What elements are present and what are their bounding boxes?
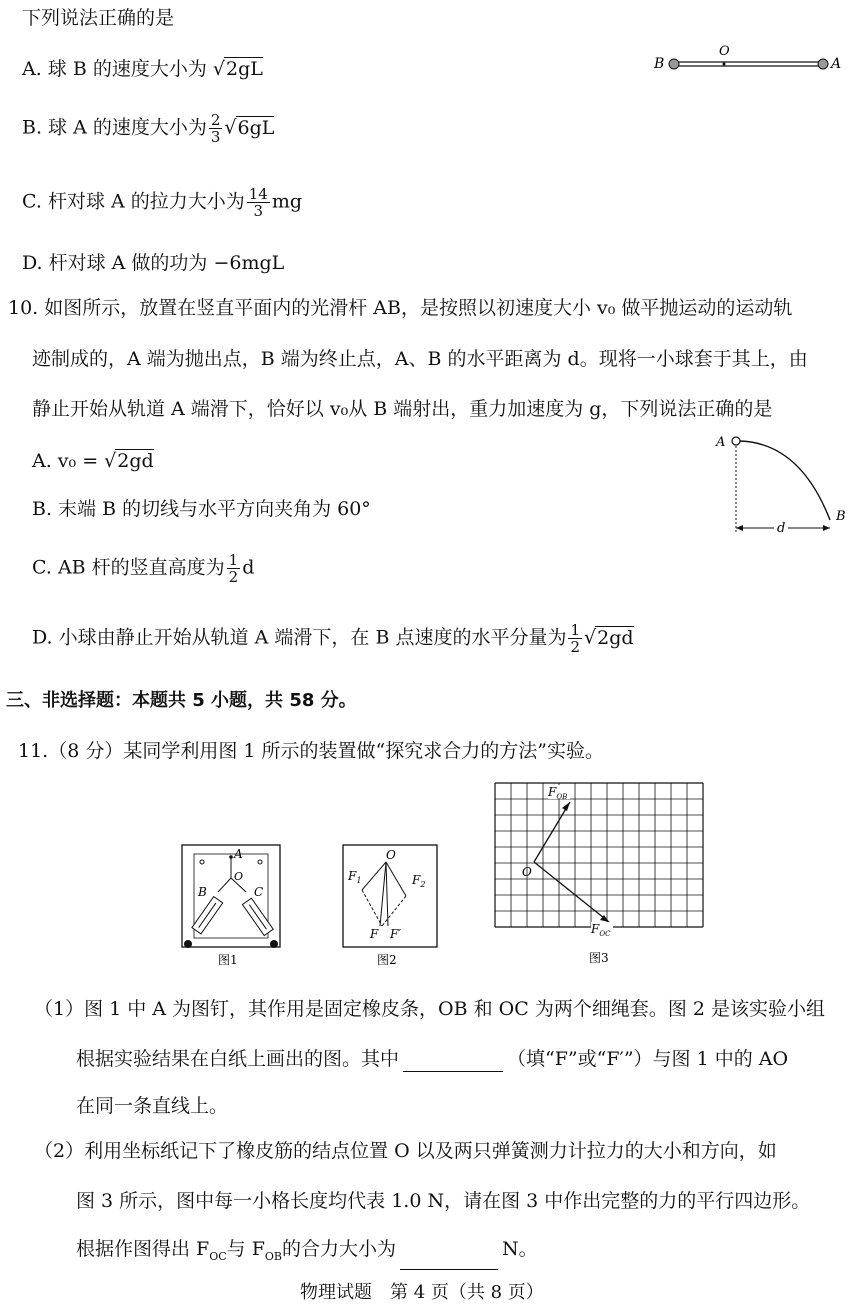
- q9-option-c: C. 杆对球 A 的拉力大小为 $\frac{14}{3}$ mg: [22, 185, 303, 220]
- q9-option-a: A. 球 B 的速度大小为 √2gL: [22, 58, 263, 80]
- fig2-label-f: F: [370, 927, 379, 941]
- fig1-caption: 图1: [218, 953, 238, 967]
- q11-part1-line3: 在同一条直线上。: [76, 1095, 229, 1117]
- q11-fig1-apparatus: [176, 840, 291, 970]
- fig1-label-c: C: [254, 885, 264, 899]
- fig3-label-o: O: [522, 865, 532, 879]
- fig3-label-foc: $F_{OC}$: [591, 922, 611, 938]
- q10-stem-line1: 10. 如图所示，放置在竖直平面内的光滑杆 AB，是按照以初速度大小 v₀ 做平抛运动的运动轨: [8, 297, 793, 319]
- fig2-label-f2: $F_2$: [412, 873, 426, 889]
- q10-rod-figure: [712, 428, 852, 540]
- fig1-label-a: A: [234, 847, 243, 861]
- q10-label-b: B: [836, 509, 846, 524]
- q10-label-a: A: [716, 435, 726, 450]
- q10-option-a: A. v₀ = √2gd: [32, 450, 154, 472]
- fig2-label-f1: $F_1$: [348, 869, 362, 885]
- q9-rod-figure: [650, 42, 850, 82]
- fig3-caption: 图3: [589, 951, 609, 965]
- q11-part1-blank[interactable]: [403, 1049, 503, 1072]
- fig2-label-fprime: F′: [390, 927, 402, 941]
- q10-option-d: D. 小球由静止开始从轨道 A 端滑下，在 B 点速度的水平分量为 $\frac{1}{2}$ √2gd: [32, 621, 634, 656]
- q11-fig3-grid: [494, 782, 704, 972]
- fig3-label-fob: $F_{OB}$: [548, 785, 568, 801]
- section3-title: 三、非选择题：本题共 5 小题，共 58 分。: [6, 690, 357, 711]
- q9-label-b: B: [654, 56, 665, 72]
- q11-part2-line2: 图 3 所示，图中每一小格长度均代表 1.0 N，请在图 3 中作出完整的力的平行四边形。: [76, 1190, 811, 1212]
- fig1-label-b: B: [198, 885, 207, 899]
- q10-label-d: d: [777, 521, 786, 536]
- q9-label-o: O: [719, 44, 730, 59]
- q11-fig2-forces: [340, 840, 440, 970]
- fig2-label-o: O: [386, 848, 396, 862]
- q11-part2-line1: （2）利用坐标纸记下了橡皮筋的结点位置 O 以及两只弹簧测力计拉力的大小和方向，如: [34, 1140, 777, 1162]
- q11-part1-line2: 根据实验结果在白纸上画出的图。其中 （填“F”或“F′”）与图 1 中的 AO: [76, 1048, 789, 1070]
- q9-option-d: D. 杆对球 A 做的功为 −6mgL: [22, 252, 285, 274]
- q10-option-b: B. 末端 B 的切线与水平方向夹角为 60°: [32, 498, 371, 520]
- q10-stem-line2: 迹制成的，A 端为抛出点，B 端为终止点，A、B 的水平距离为 d。现将一小球套于其上，由: [32, 348, 808, 370]
- q11-part2-blank[interactable]: [400, 1247, 498, 1270]
- q11-stem: 11.（8 分）某同学利用图 1 所示的装置做“探究求合力的方法”实验。: [18, 740, 604, 762]
- page-footer: 物理试题 第 4 页（共 8 页）: [300, 1282, 544, 1303]
- fig1-label-o: O: [234, 870, 244, 883]
- fig2-caption: 图2: [377, 953, 397, 967]
- q9-option-b: B. 球 A 的速度大小为 $\frac{2}{3}$ √6gL: [22, 111, 275, 146]
- q11-part1-line1: （1）图 1 中 A 为图钉，其作用是固定橡皮条，OB 和 OC 为两个细绳套。图 2 是该实验小组: [34, 998, 825, 1020]
- q10-stem-line3: 静止开始从轨道 A 端滑下，恰好以 v₀从 B 端射出，重力加速度为 g，下列说法正确的是: [32, 398, 773, 420]
- q11-part2-line3: 根据作图得出 $F_{OC}$与 $F_{OB}$的合力大小为 N。: [76, 1236, 538, 1270]
- q10-option-c: C. AB 杆的竖直高度为 $\frac{1}{2}$ d: [32, 551, 255, 586]
- q9-intro: 下列说法正确的是: [22, 7, 175, 29]
- q9-label-a: A: [831, 56, 842, 72]
